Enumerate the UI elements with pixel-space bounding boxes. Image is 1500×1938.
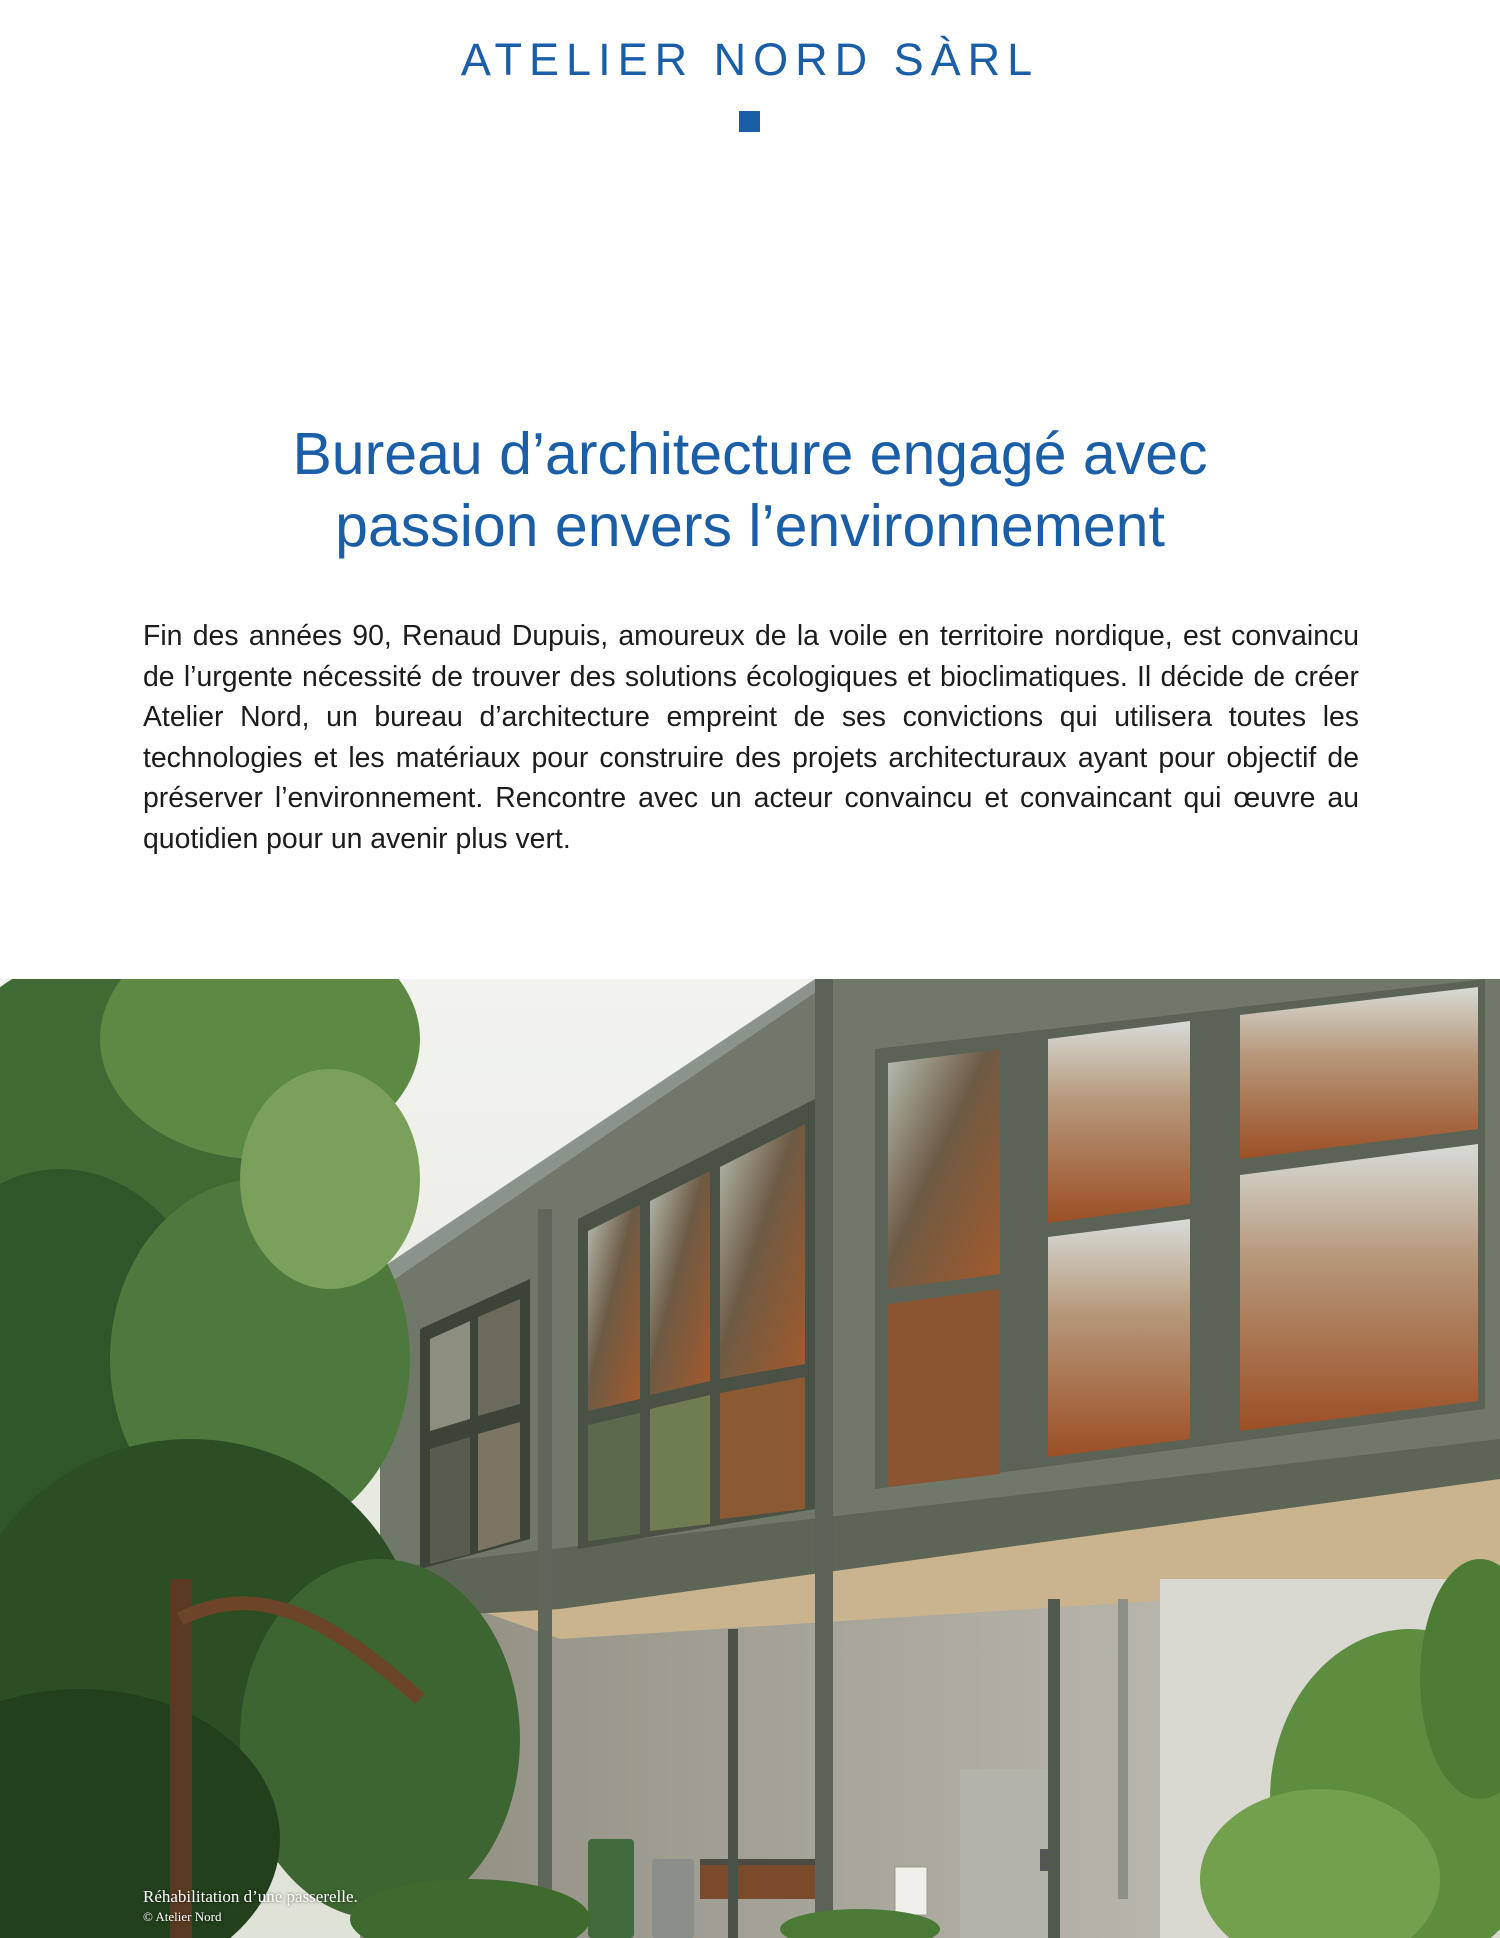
windows-far [420,1279,530,1569]
headline-line-2: passion envers l’environnement [335,493,1165,559]
caption-title: Réhabilitation d’une passerelle. [143,1887,358,1906]
building-photo [0,979,1500,1938]
headline-line-1: Bureau d’architecture engagé avec [292,421,1208,487]
brand-square-mark [739,111,760,132]
photo-caption [143,1886,358,1926]
windows-right [875,979,1485,1489]
building-illustration [0,979,1500,1938]
brand-name: ATELIER NORD SÀRL [460,34,1040,85]
photo-credit: © Atelier Nord [143,1909,222,1924]
article-lead: Fin des années 90, Renaud Dupuis, amoureux de la voile en territoire nordique, est convaincu de l’urgente nécessité de trouver des solutions écologiques et bioclimatiques. Il décide de créer Atelier Nord, un bureau d’architecture empreint de ses convictions qui utilisera toutes les technologies et les matériaux pour construire des projets architecturaux ayant pour objectif de préserver l’environnement. Rencontre avec un acteur convaincu et convaincant qui œuvre au quotidien pour un avenir plus vert. [143,620,1359,855]
article-headline [100,418,1400,562]
